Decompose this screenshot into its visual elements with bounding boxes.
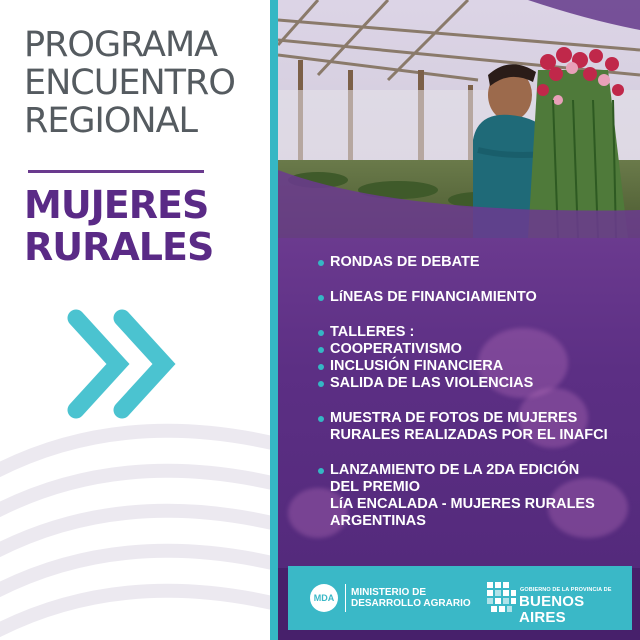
activity-text: RONDAS DE DEBATE xyxy=(330,254,480,270)
double-chevron-right-icon xyxy=(64,308,184,420)
bullet-dot-icon xyxy=(318,381,324,387)
activity-text: RURALES REALIZADAS POR EL INAFCI xyxy=(330,427,608,443)
left-panel xyxy=(0,0,270,640)
activity-text: INCLUSIÓN FINANCIERA xyxy=(330,358,504,374)
activity-text: LíA ENCALADA - MUJERES RURALES xyxy=(330,496,595,512)
activity-text: COOPERATIVISMO xyxy=(330,341,462,357)
bullet-dot-icon xyxy=(318,330,324,336)
bullet-dot-icon xyxy=(318,416,324,422)
event-name-line-1: MUJERES xyxy=(24,183,209,227)
list-item xyxy=(318,254,628,271)
bullet-dot-icon xyxy=(318,347,324,353)
bullet-dot-icon xyxy=(318,468,324,474)
activity-text: SALIDA DE LAS VIOLENCIAS xyxy=(330,375,534,391)
footer-logos xyxy=(288,566,632,630)
program-title xyxy=(24,26,264,140)
province-name: BUENOS AIRES xyxy=(519,593,585,626)
activity-text: DEL PREMIO xyxy=(330,479,420,495)
program-title-line-3: REGIONAL xyxy=(24,101,198,141)
cyan-border xyxy=(270,0,278,640)
bullet-dot-icon xyxy=(318,295,324,301)
activity-text: TALLERES : xyxy=(330,324,415,340)
program-title-line-1: PROGRAMA xyxy=(24,25,218,65)
activity-text: MUESTRA DE FOTOS DE MUJERES xyxy=(330,410,578,426)
province-emblem-icon xyxy=(484,579,518,617)
list-item xyxy=(318,410,628,444)
logo-separator xyxy=(345,584,346,612)
program-title-line-2: ENCUENTRO xyxy=(24,63,235,103)
activity-text: ARGENTINAS xyxy=(330,513,426,529)
province-government-label: GOBIERNO DE LA PROVINCIA DE xyxy=(520,587,612,593)
activities-list xyxy=(318,254,628,548)
ministry-line-1: MINISTERIO DE xyxy=(351,587,427,598)
activity-text: LANZAMIENTO DE LA 2DA EDICIÓN xyxy=(330,462,580,478)
bullet-dot-icon xyxy=(318,260,324,266)
bullet-dot-icon xyxy=(318,364,324,370)
activity-text: LíNEAS DE FINANCIAMIENTO xyxy=(330,289,537,305)
event-name xyxy=(24,184,213,268)
event-name-line-2: RURALES xyxy=(24,225,214,269)
ministry-line-2: DESARROLLO AGRARIO xyxy=(351,598,471,609)
greenhouse-photo xyxy=(278,0,640,238)
list-item xyxy=(318,324,628,392)
list-item xyxy=(318,289,628,306)
photo-illustration xyxy=(278,0,640,238)
title-divider xyxy=(28,170,204,173)
ministry-name xyxy=(351,587,471,609)
bottom-strip xyxy=(278,630,640,640)
list-item xyxy=(318,462,628,530)
mda-logo-icon: MDA xyxy=(310,584,338,612)
